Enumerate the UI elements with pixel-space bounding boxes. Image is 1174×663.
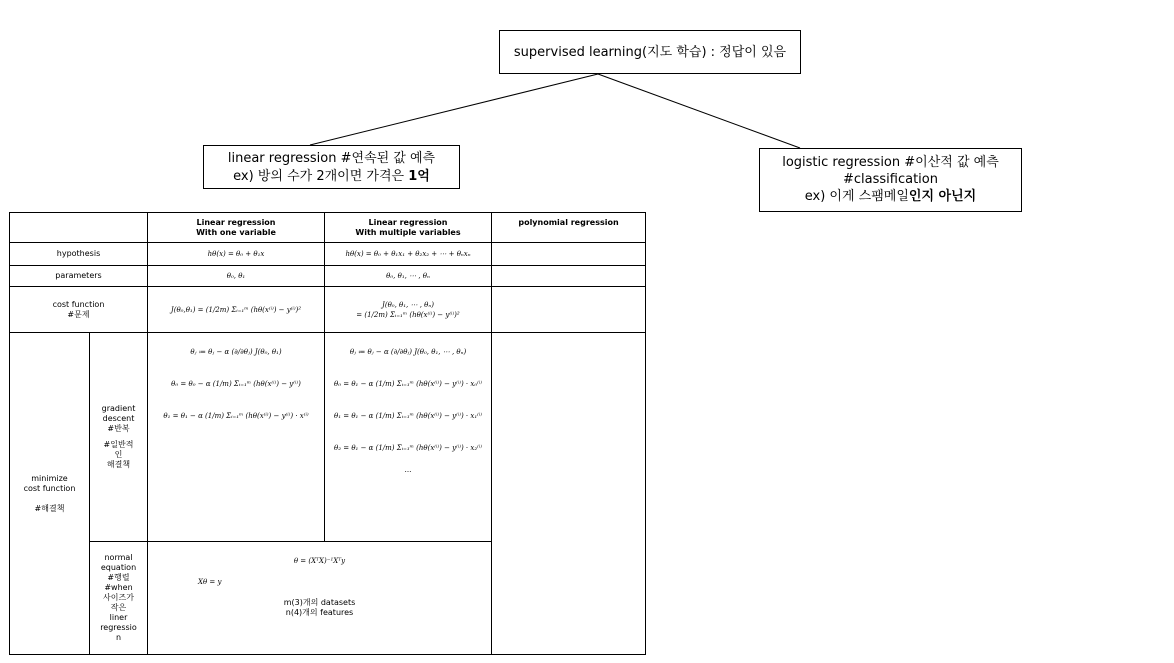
logistic-regression-box	[759, 148, 1022, 212]
one-cost-function: J(θ₀,θ₁) = (1/2m) Σᵢ₌₁ᵐ (hθ(x⁽ⁱ⁾) − y⁽ⁱ⁾)²	[148, 287, 325, 333]
normal-equation-cell	[148, 542, 492, 655]
multi-gradient-descent	[325, 333, 492, 542]
linear-regression-example: ex) 방의 수가 2개이면 가격은 1억	[233, 169, 430, 184]
row-label-minimize: minimize cost function #해결책	[10, 333, 90, 655]
poly-minimize	[492, 333, 646, 655]
normal-equation-features: n(4)개의 features	[285, 608, 354, 617]
table-row	[10, 266, 646, 287]
normal-equation-formula: θ = (XᵀX)⁻¹Xᵀy	[293, 557, 346, 565]
one-gd-update-rule: θⱼ ≔ θⱼ − α (∂/∂θⱼ) J(θ₀, θ₁)	[190, 348, 282, 356]
multi-cost-function: J(θ₀, θ₁, ⋯ , θₙ) = (1/2m) Σᵢ₌₁ᵐ (hθ(x⁽ⁱ⁾) − y⁽ⁱ⁾)²	[325, 287, 492, 333]
header-linear-one: Linear regression With one variable	[148, 213, 325, 243]
connector-root-to-logistic	[598, 74, 800, 148]
multi-parameters: θ₀, θ₁, ⋯ , θₙ	[325, 266, 492, 287]
connector-root-to-linear	[310, 74, 598, 145]
header-polynomial: polynomial regression	[492, 213, 646, 243]
poly-parameters	[492, 266, 646, 287]
table-row	[10, 243, 646, 266]
header-linear-multi: Linear regression With multiple variables	[325, 213, 492, 243]
poly-cost-function	[492, 287, 646, 333]
multi-gd-theta0: θ₀ = θ₁ − α (1/m) Σᵢ₌₁ᵐ (hθ(x⁽ⁱ⁾) − y⁽ⁱ⁾) · x₀⁽ⁱ⁾	[334, 380, 482, 388]
multi-gd-theta1: θ₁ = θ₁ − α (1/m) Σᵢ₌₁ᵐ (hθ(x⁽ⁱ⁾) − y⁽ⁱ⁾) · x₁⁽ⁱ⁾	[334, 412, 482, 420]
multi-gd-theta2: θ₂ = θ₁ − α (1/m) Σᵢ₌₁ᵐ (hθ(x⁽ⁱ⁾) − y⁽ⁱ⁾) · x₂⁽ⁱ⁾	[334, 444, 482, 452]
multi-gd-update-rule: θⱼ ≔ θⱼ − α (∂/∂θⱼ) J(θ₀, θ₁, ⋯ , θₙ)	[349, 348, 467, 356]
linear-regression-box	[203, 145, 460, 189]
normal-equation-system: Xθ = y	[198, 578, 222, 586]
row-label-normal-equation: normal equation #행렬 #when 사이즈가 작은 liner regressio n	[90, 542, 148, 655]
row-label-gradient-descent: gradient descent #반복 #일반적 인 해결책	[90, 333, 148, 542]
one-gradient-descent	[148, 333, 325, 542]
supervised-learning-box	[499, 30, 801, 74]
logistic-regression-example: ex) 이게 스팸메일인지 아닌지	[804, 189, 977, 204]
table-header-row	[10, 213, 646, 243]
row-label-cost-function: cost function #문제	[10, 287, 148, 333]
logistic-regression-title: logistic regression #이산적 값 예측	[782, 155, 999, 170]
linear-regression-title: linear regression #연속된 값 예측	[227, 151, 436, 166]
multi-gd-ellipsis: …	[404, 466, 412, 474]
logistic-regression-tag: #classification	[843, 172, 938, 187]
regression-comparison-table	[9, 212, 646, 655]
table-row	[10, 287, 646, 333]
table-row	[10, 333, 646, 542]
one-gd-theta1: θ₁ = θ₁ − α (1/m) Σᵢ₌₁ᵐ (hθ(x⁽ⁱ⁾) − y⁽ⁱ⁾) · x⁽ⁱ⁾	[163, 412, 309, 420]
one-parameters: θ₀, θ₁	[148, 266, 325, 287]
multi-hypothesis: hθ(x) = θ₀ + θ₁x₁ + θ₂x₂ + ⋯ + θₙxₙ	[325, 243, 492, 266]
header-empty-cell	[10, 213, 148, 243]
supervised-learning-label: supervised learning(지도 학습) : 정답이 있음	[513, 45, 787, 60]
normal-equation-datasets: m(3)개의 datasets	[283, 598, 356, 607]
row-label-hypothesis: hypothesis	[10, 243, 148, 266]
poly-hypothesis	[492, 243, 646, 266]
one-hypothesis: hθ(x) = θ₀ + θ₁x	[148, 243, 325, 266]
row-label-parameters: parameters	[10, 266, 148, 287]
one-gd-theta0: θ₀ = θ₀ − α (1/m) Σᵢ₌₁ᵐ (hθ(x⁽ⁱ⁾) − y⁽ⁱ⁾)	[171, 380, 301, 388]
